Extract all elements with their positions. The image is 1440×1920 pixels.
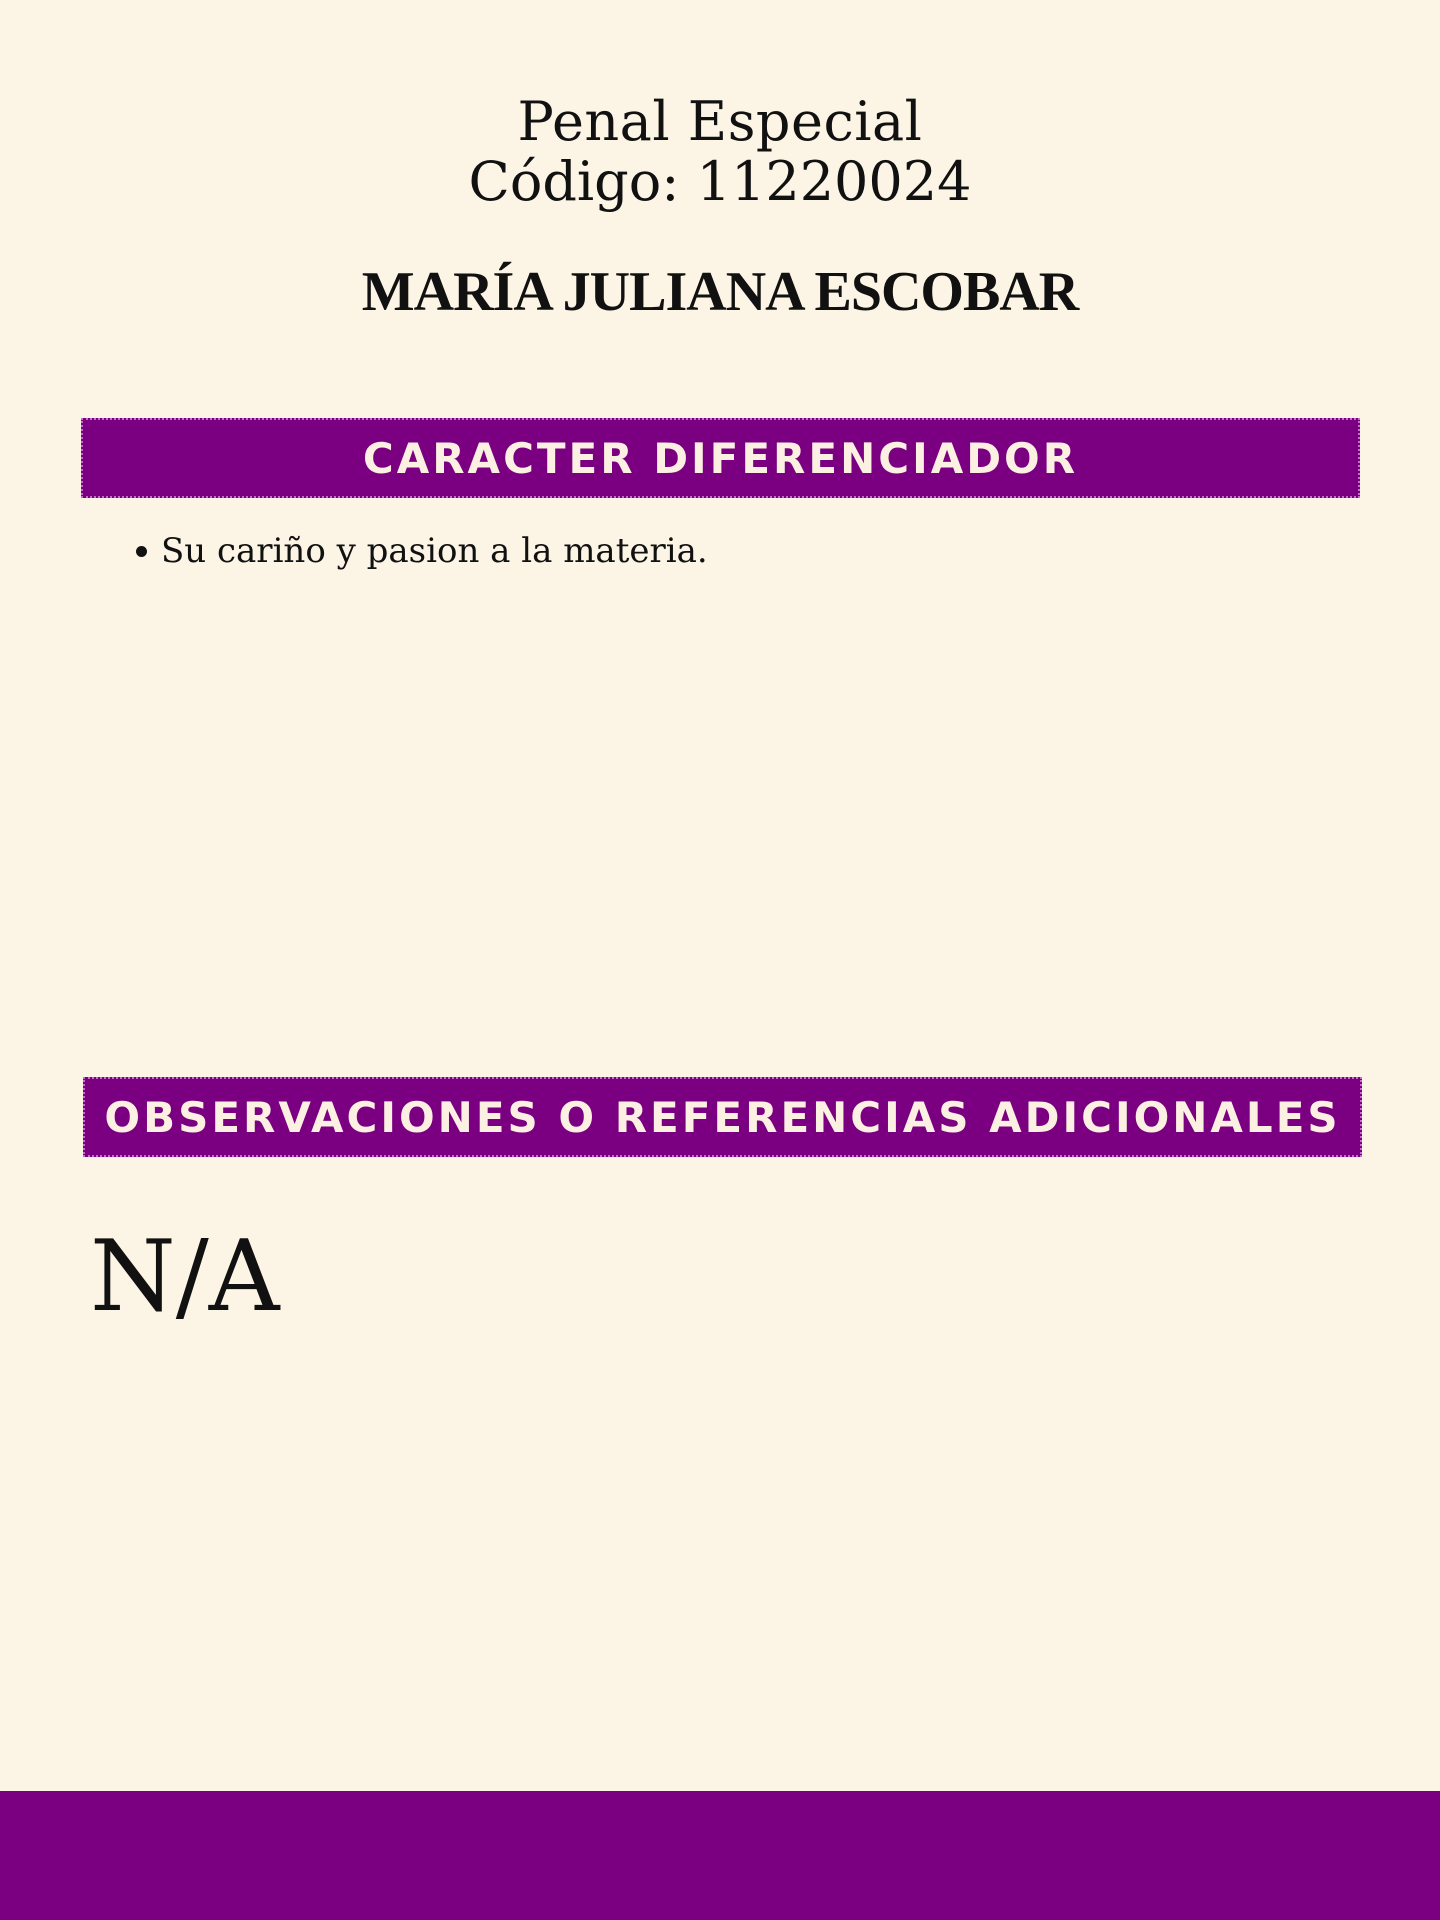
bullet-icon — [136, 546, 147, 557]
footer-band — [0, 1791, 1440, 1920]
section-header-caracter-diferenciador: CARACTER DIFERENCIADOR — [81, 418, 1360, 498]
list-item-text: Su cariño y pasion a la materia. — [161, 531, 708, 571]
course-title: Penal Especial — [517, 90, 923, 153]
course-code: Código: 11220024 — [468, 150, 972, 213]
observaciones-body: N/A — [90, 1220, 280, 1334]
section-header-observaciones: OBSERVACIONES O REFERENCIAS ADICIONALES — [83, 1077, 1362, 1157]
caracter-diferenciador-list — [136, 526, 708, 576]
teacher-name: MARÍA JULIANA ESCOBAR — [361, 261, 1079, 323]
list-item — [136, 526, 708, 576]
